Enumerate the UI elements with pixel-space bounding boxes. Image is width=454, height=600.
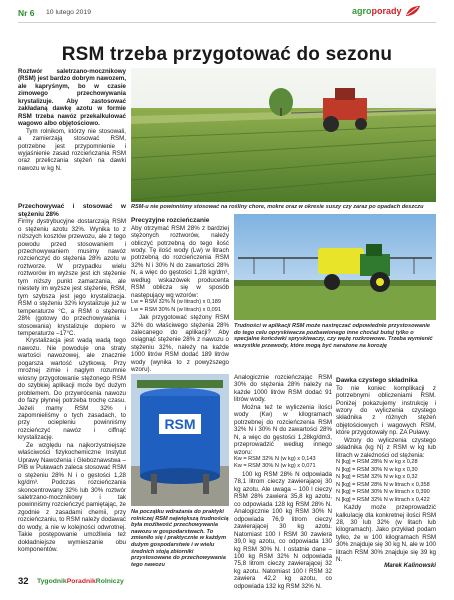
photo-caption-1: RSM-u nie powinniśmy stosować na rośliny chore, mokre oraz w okresie suszy czy zaraz po opadach deszczu: [131, 204, 424, 210]
section-logo: [352, 6, 402, 16]
lead-paragraph: Roztwór saletrzano-mocznikowy (RSM) jest bardzo dobrym nawozem, ale kapryśnym, bo w czasie zimowego przechowywania krystalizuje. Aby zastosować zakładaną dawkę azotu w formie RSM trzeba nawóz przekalkulować wagowo albo objętościowo.: [18, 68, 126, 128]
issue-number: Nr 6: [18, 8, 35, 18]
formula-line: N [kg] = RSM 30% N w litrach x 0,390: [336, 489, 430, 496]
formula-line: N [kg] = RSM 30% N w kg x 0,30: [336, 466, 418, 473]
tank-label: RSM: [164, 416, 196, 432]
publication-name-part: Rolniczy: [95, 577, 124, 585]
page-header: [0, 0, 454, 26]
page-number: 32: [18, 576, 29, 587]
logo-part-b: porady: [371, 6, 402, 16]
formula-line: N [kg] = RSM 32% N w kg x 0,32: [336, 474, 418, 481]
publication-name-part: Tygodnik: [37, 577, 67, 585]
section-heading: Przechowywać i stosować w stężeniu 28%: [18, 203, 126, 218]
article-column-1: [18, 68, 126, 172]
header-divider: [18, 22, 436, 23]
formula-line: Kw = RSM 32% N (w kg) x 0,143: [234, 455, 316, 462]
photo-caption-2: Trudności w aplikacji RSM może nastręczać odpowiednie przystosowanie do tego celu opryskiwacza pozbawionego inne choćaż butuj tylko o specjalne końcówki spryskiwaczy, czy wężę rozkrowowe. Trzeba wymienić wszystkie przewody, które mogą być narażone na korozję: [234, 323, 433, 349]
paragraph: Ze względu na najkorzystniejsze właściwości fizykochemiczne Instytut Uprawy Nawożenia i Gleboznawstwa – PIB w Puławach zaleca stosować RSM o stężeniu 28% N i o gęstości 1,28 kg/dm³. Podczas rozcieńczania skoncentrowany 32% lub 30% roztwór saletrzano-mocznikowy i tak powinniśmy rozcieńczyć pamiętając, że zgodnie z zasadami chemii, przy rozcieńczaniu, to RSM należy dodawać do wody, a nie w kolejności odwrotnej. Takie postępowanie umożliwia też dokładniejsze wymieszanie obu komponentów.: [18, 441, 126, 554]
paragraph: 100 kg RSM 28% N odpowiada 78,1 litrom cieczy zawierającej 30 kg azotu. Ale uwaga – 100 l cieczy RSM 28% zawiera 35,8 kg azotu, co odpowiada 128 kg RSM 28% N. Analogicznie 100 kg RSM 30% N odpowiada 76,9 litrom cieczy zawierającej 30 kg azotu. Natomiast 100 l RSM 30 zawiera 39,0 kg azotu, co odpowiada 130 kg RSM 30% N. I ostatnie dane – 100 kg RSM 32% N odpowiada 75,8 litrom cieczy zawierającej 32 kg azotu. Natomiast 100 l RSM 32 zawiera 42,2 kg azotu, co odpowiada 132 kg RSM 32% N.: [234, 470, 332, 590]
paragraph: Tym rolnikom, którzy nie stosowali, a zamierzają stosować RSM, potrzebne jest przypomnienie i wyjaśnienie zasad rozcieńczania RSM oraz przeliczania stężeń na dawki nawozu w kg N.: [18, 127, 126, 172]
paragraph: Wzory do wyliczenia czystego składnika (kg N) z RSM w kg lub litrach w zależności od stężenia:: [336, 436, 436, 459]
formula-line: N [kg] = RSM 28% N w kg x 0,28: [336, 459, 418, 466]
publication-name-part: Poradnik: [66, 577, 96, 585]
publication-name: [37, 578, 124, 585]
article-title: RSM trzeba przygotować do sezonu: [61, 44, 393, 65]
paragraph: Jak przygotować stężony RSM 32% do właściwego stężenia 28% zalecanego do aplikacji? Aby osiągnąć stężenie 28% z nawozu o stężeniu 32%, należy na każde 1000 litrów RSM dodać 189 litrów wody (wynika to z powyższego wzoru).: [131, 314, 229, 374]
paragraph: Każdy może przeprowadzić kalkulację dla konkretnej ilości RSM 28, 30 lub 32% (w litach lub kilogramach). Jako przykład podam tylko, że w 100 kilogramach RSM 30% znajduje się 30 kg N, ale w 100 litrach RSM 30% znajduje się 39 kg N.: [336, 504, 436, 564]
paragraph: To nie koniec komplikacji z potrzebnymi obliczeniami RSM. Poniżej pokazujemy instrukcję i wzory do wyliczenia czystego składnika z różnych stężeń objętościowych i wagowych RSM, które przygotowały np. ZA Puławy.: [336, 384, 436, 437]
paragraph: Aby otrzymać RSM 28% z bardziej stężonych roztworów, należy obliczyć potrzebną do tego ilość wody. Tę ilość wody (Lw) w litrach potrzebną do rozcieńczenia RSM 32% N i 30% N do zawartości 28% N, a więc do gęstości 1,28 kg/dm³, według wskazówek producenta RSM oblicza się w sposób następujący wg wzorów:: [131, 224, 229, 299]
leaf-logo-icon: [404, 4, 422, 18]
formula-line: N [kg] = RSM 28% N w litrach x 0,358: [336, 481, 430, 488]
formula-line: Kw = RSM 30% N (w kg) x 0,071: [234, 463, 316, 470]
formula-line: Lw = RSM 32% N (w litrach) x 0,189: [131, 299, 221, 306]
photo-caption-3: Na początku wdrażania do praktyki rolniczej RSM największą trudnością była możliwość przechowywania nawozu w gospodarstwach. To zmieniło się i praktycznie w każdym dużym gospodarstwie i w wielu średnich stoją zbiorniki przystosowane do przechowywania tego nawozu: [131, 509, 229, 568]
photo-rsm-tank: [131, 374, 229, 506]
article-column-3: [234, 374, 332, 590]
issue-date: 10 lutego 2019: [46, 8, 91, 16]
sprayer-image: [234, 214, 436, 320]
paragraph: Można też te wyliczenia ilości wody (Kw) w kilogramach potrzebnej do rozcieńczenia RSM 32% N i 30% N do zawartości 28% N, a więc do gęstości 1,28kg/dm3, przeprowadzić według innego wzoru:: [234, 403, 332, 456]
author-signature: Marek Kalinowski: [384, 562, 436, 569]
paragraph: Firmy dystrybucyjne dostarczają RSM o stężeniu azotu 32%. Wynika to z niższych kosztów przewozu, ale z tego powodu przed stosowaniem i przechowywaniem musimy nawóz rozcieńczyć do stężenia 28% azotu w roztworze. W przypadku wielu roztworów im wyższe jest ich stężenie tym niższy punkt zamarzania, ale niestety im wyższe jest stężenie, RSM, tym szybsza jest jego krystalizacja. RSM o stężeniu 32% krystalizuje już w temperaturze °C, a RSM o stężeniu 28% (gotowy do przechowywania i stosowania) krystalizuje dopiero w temperaturze –17°C.: [18, 218, 126, 337]
article-column-1-continued: [18, 200, 126, 554]
article-column-2: [131, 214, 229, 374]
paragraph: Krystalizacja jest wadą wadą tego nawozu. Nie powoduje ona straty wartości nawozowej, ale znacznie pogarsza wartość użytkową. Przy mroźnej zimie i naglym rozumnie wiosny przygotowanie stężonego RSM do szybkiej aplikacji może być dużym problemem. Do przywrócenia nawozu do fazy płynnej potrzeba trochę czasu. Jeżeli mamy RSM 32% i zapomnieliśmy o tych zasadach, to przy ociepleniu powinniśmy rozcieńczyć nawóz i ciffnąć krystalizację.: [18, 337, 126, 442]
photo-sprayer: [234, 214, 436, 320]
page-footer: [18, 576, 436, 590]
logo-part-a: agro: [352, 6, 372, 16]
section-heading: Precyzyjne rozcieńczanie: [131, 217, 210, 224]
formula-line: N [kg] = RSM 32% N w litrach x 0,422: [336, 496, 430, 503]
paragraph: Analogicznie rozcieńczając RSM 30% do stężenia 28% należy na każde 1000 litrów RSM dodać 91 litrów wody.: [234, 374, 332, 404]
section-heading: Dawka czystego składnika: [336, 377, 418, 384]
field-scene-image: [131, 68, 436, 202]
photo-tractor-field: [131, 68, 436, 202]
formula-line: Lw = RSM 30% N (w litrach) x 0,091: [131, 306, 221, 313]
article-column-4: [336, 374, 436, 564]
rsm-tank-image: [131, 374, 229, 506]
